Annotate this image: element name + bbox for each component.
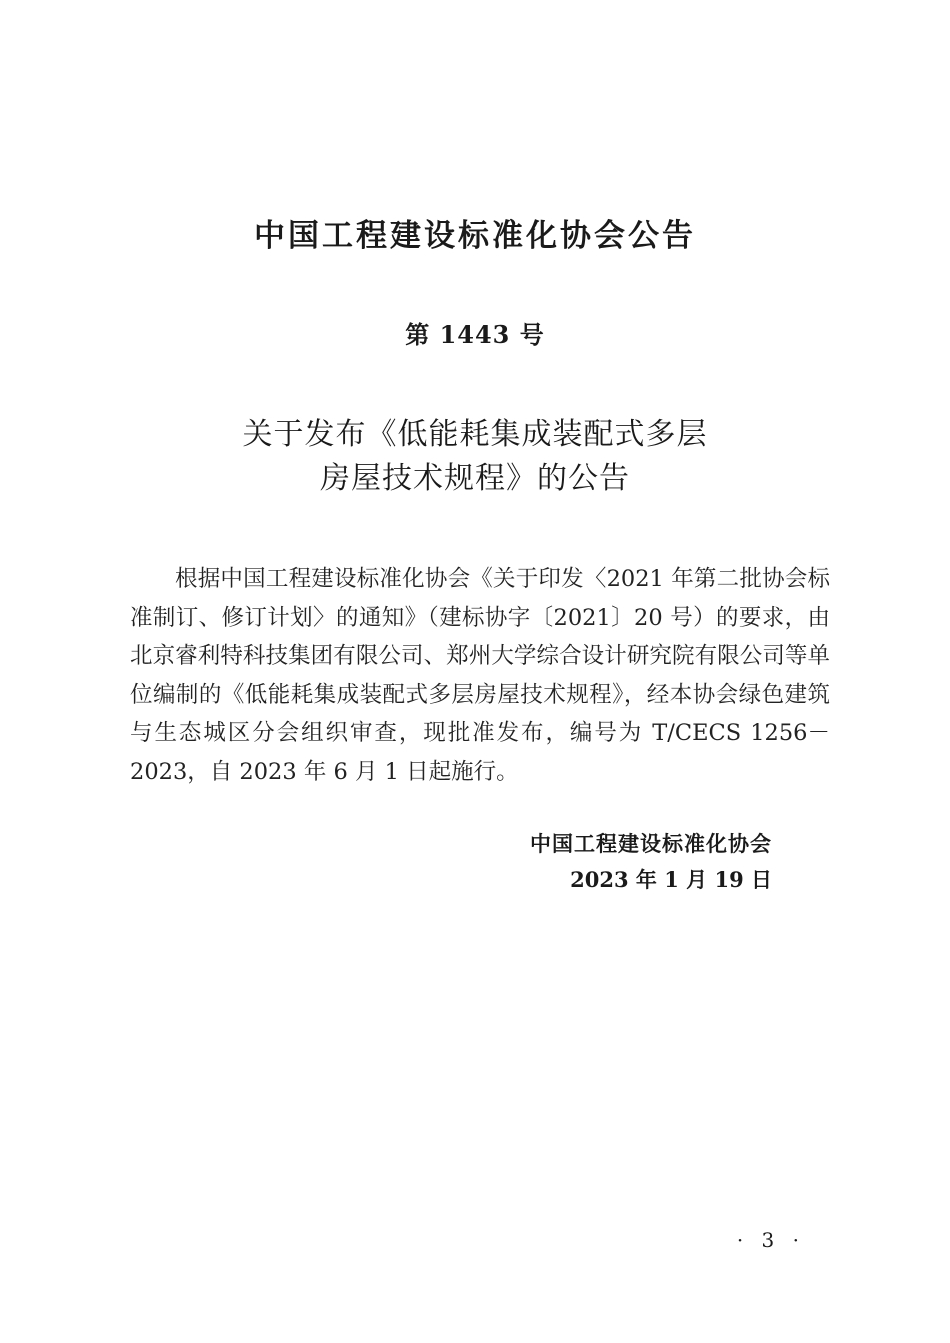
announcement-number: 第 1443 号: [405, 320, 545, 349]
subject-line-2: 房屋技术规程》的公告: [320, 461, 630, 496]
signature-block: [530, 826, 772, 898]
announcement-body: 根据中国工程建设标准化协会《关于印发〈2021 年第二批协会标准制订、修订计划〉的通知》（建标协字〔2021〕20 号）的要求，由北京睿利特科技集团有限公司、郑州大学综合设计研究院有限公司等单位编制的《低能耗集成装配式多层房屋技术规程》，经本协会绿色建筑与生态城区分会组织审查，现批准发布，编号为 T/CECS 1256－2023，自 2023 年 6 月 1 日起施行。: [130, 566, 830, 785]
signature-organization: 中国工程建设标准化协会: [530, 832, 772, 856]
signature-date: 2023 年 1 月 19 日: [570, 867, 772, 892]
announcement-heading: 中国工程建设标准化协会公告: [254, 218, 696, 254]
subject-line-1: 关于发布《低能耗集成装配式多层: [242, 417, 708, 452]
announcement-subject: [0, 413, 950, 501]
page-number: · 3 ·: [736, 1228, 805, 1252]
